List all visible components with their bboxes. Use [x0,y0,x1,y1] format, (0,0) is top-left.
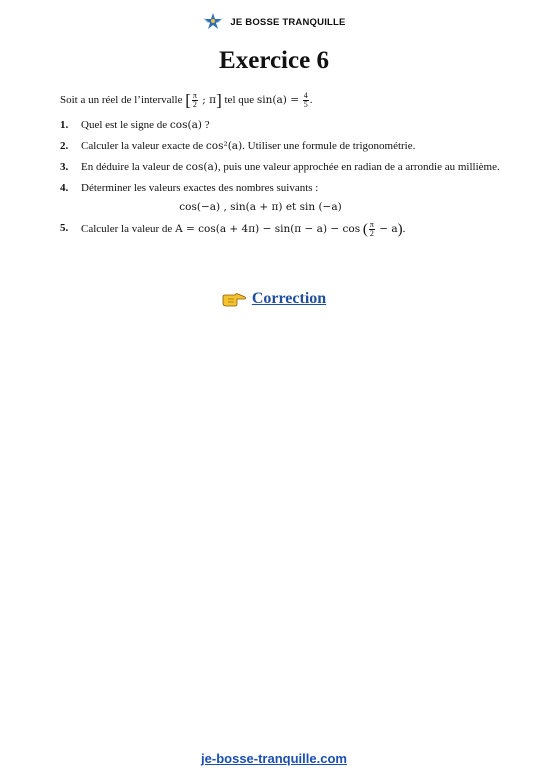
expression-line: cos(−a) , sin(a + π) et sin (−a) [179,201,342,213]
question-item: 4. Déterminer les valeurs exactes des nombres suivants : cos(−a) , sin(a + π) et sin (−a) [60,181,500,214]
question-list [60,118,500,238]
brand-name: JE BOSSE TRANQUILLE [230,16,346,28]
footer-site-link[interactable]: je-bosse-tranquille.com [201,751,347,766]
correction-link-row[interactable] [0,290,548,308]
page-title: Exercice 6 [219,47,329,74]
question-item: 2. Calculer la valeur exacte de cos²(a). Utiliser une formule de trigonométrie. [60,140,416,152]
pointing-hand-icon [222,291,246,307]
star-wings-icon [202,12,224,32]
fraction-pi-over-2: $\frac{\pi}{2}$ [192,91,197,109]
question-item: 1. Quel est le signe de cos(a) ? [60,119,210,131]
site-header [0,12,548,32]
question-item: 3. En déduire la valeur de cos(a), puis une valeur approchée en radian de a arrondie au millième. [60,161,500,173]
intro-statement: Soit a un réel de l’intervalle [ $\frac{\pi}{2}$ ; π] tel que sin(a) = $\frac{4}{5}$ . [60,90,313,110]
fraction-4-over-5: $\frac{4}{5}$ [303,91,308,109]
correction-link[interactable]: Correction [251,290,327,307]
exercise-content [60,92,500,245]
question-item: 5. Calculer la valeur de A = cos(a + 4π) − sin(π − a) − cos ( $\frac{\pi}{2}$ − a). [60,220,406,238]
fraction-pi-over-2: $\frac{\pi}{2}$ [369,220,374,238]
